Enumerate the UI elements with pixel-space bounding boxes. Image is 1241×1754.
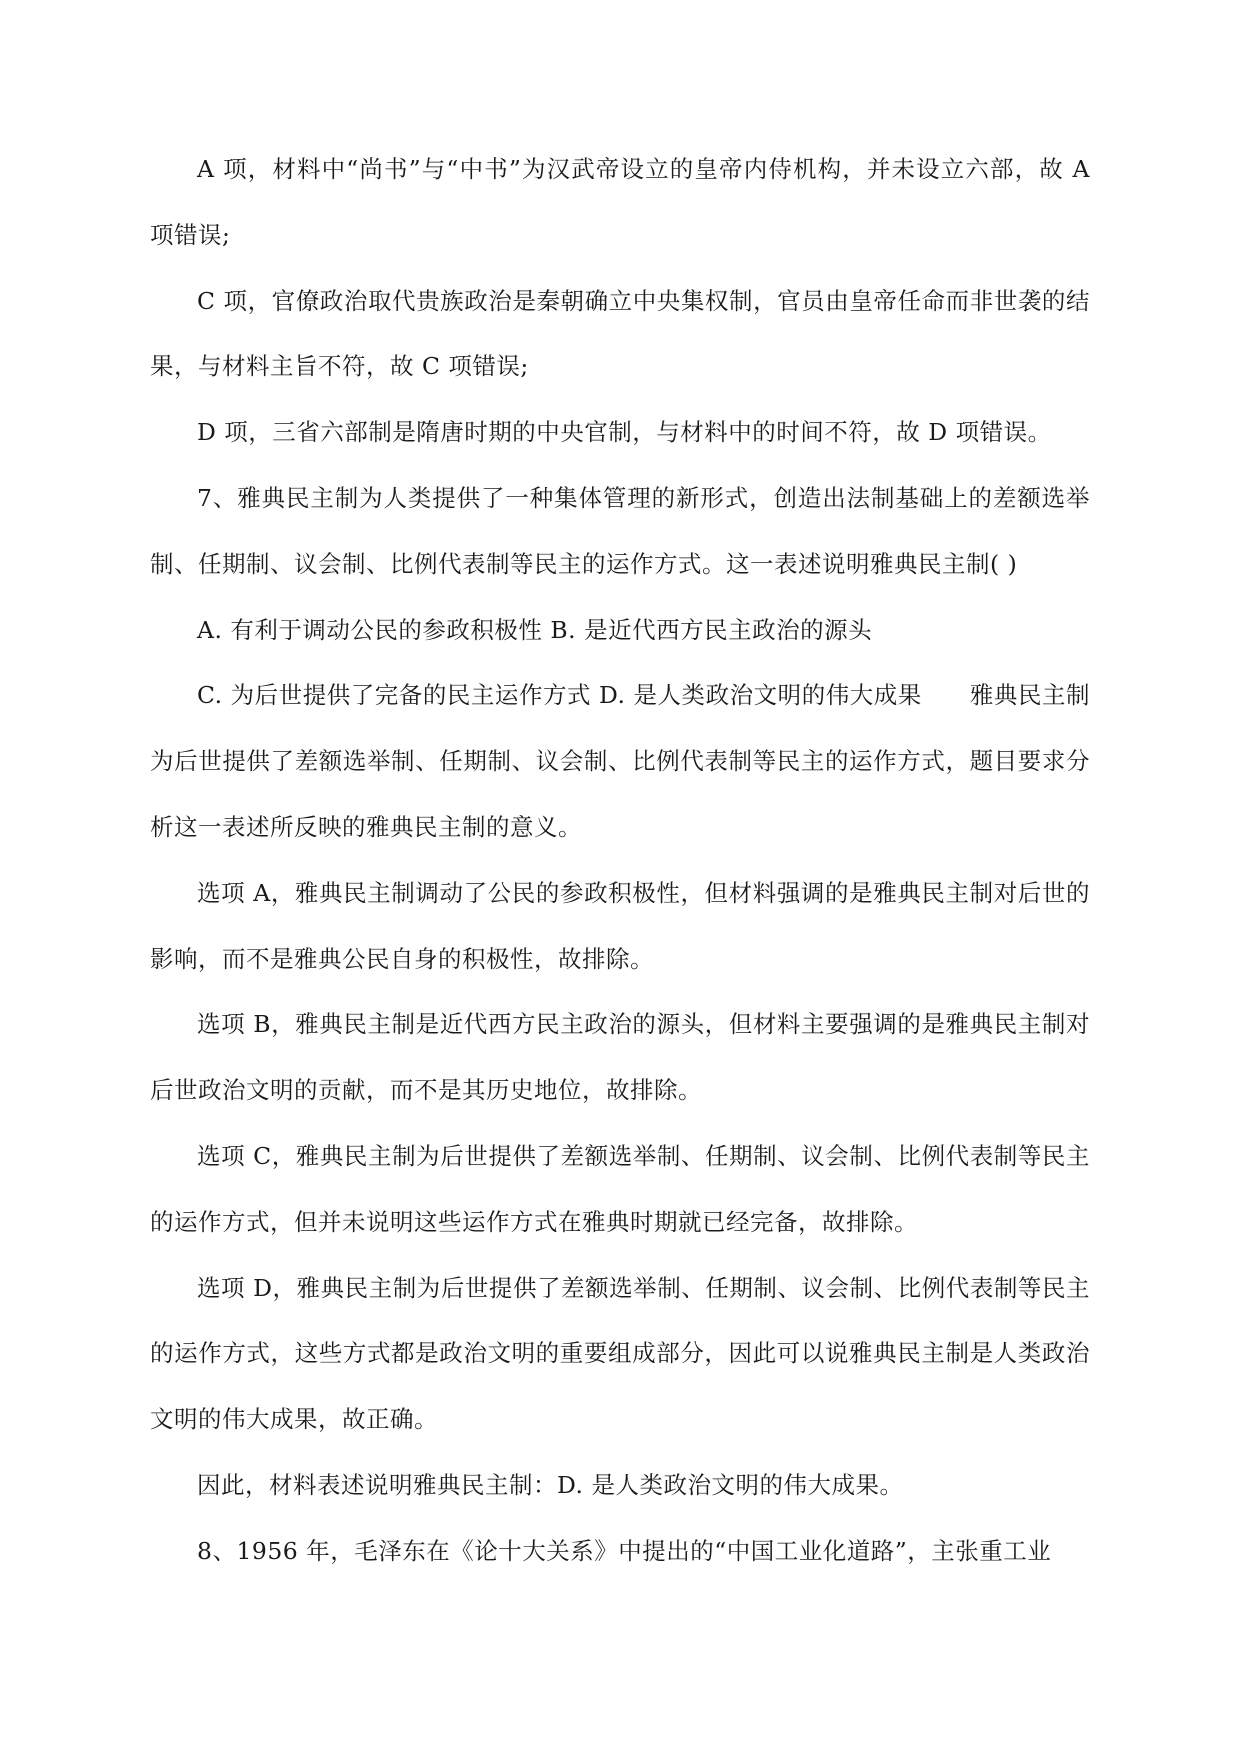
question-7-option-d-explanation: 选项 D，雅典民主制为后世提供了差额选举制、任期制、议会制、比例代表制等民主的运作方式，这些方式都是政治文明的重要组成部分，因此可以说雅典民主制是人类政治文明的伟大成果，故正确。: [150, 1273, 1090, 1434]
document-body: [150, 137, 1090, 1585]
paragraph-option-d-analysis: D 项，三省六部制是隋唐时期的中央官制，与材料中的时间不符，故 D 项错误。: [197, 418, 1052, 447]
question-7-option-a-explanation: 选项 A，雅典民主制调动了公民的参政积极性，但材料强调的是雅典民主制对后世的影响，而不是雅典公民自身的积极性，故排除。: [150, 878, 1090, 973]
question-7-option-b-explanation: 选项 B，雅典民主制是近代西方民主政治的源头，但材料主要强调的是雅典民主制对后世政治文明的贡献，而不是其历史地位，故排除。: [150, 1010, 1090, 1105]
question-7-options-ab: A. 有利于调动公民的参政积极性 B. 是近代西方民主政治的源头: [197, 615, 873, 644]
question-8-stem: 8、1956 年，毛泽东在《论十大关系》中提出的“中国工业化道路”，主张重工业: [197, 1536, 1052, 1565]
question-7-conclusion: 因此，材料表述说明雅典民主制：D. 是人类政治文明的伟大成果。: [197, 1470, 904, 1499]
question-7-options-cd-analysis: C. 为后世提供了完备的民主运作方式 D. 是人类政治文明的伟大成果 雅典民主制为后世提供了差额选举制、任期制、议会制、比例代表制等民主的运作方式，题目要求分析这一表述所反映的雅典民主制的意义。: [150, 681, 1090, 841]
paragraph-option-a-analysis: A 项，材料中“尚书”与“中书”为汉武帝设立的皇帝内侍机构，并未设立六部，故 A 项错误;: [150, 155, 1090, 249]
paragraph-option-c-analysis: C 项，官僚政治取代贵族政治是秦朝确立中央集权制，官员由皇帝任命而非世袭的结果，与材料主旨不符，故 C 项错误;: [150, 286, 1090, 381]
question-7-option-c-explanation: 选项 C，雅典民主制为后世提供了差额选举制、任期制、议会制、比例代表制等民主的运作方式，但并未说明这些运作方式在雅典时期就已经完备，故排除。: [150, 1141, 1090, 1236]
question-7-stem: 7、雅典民主制为人类提供了一种集体管理的新形式，创造出法制基础上的差额选举制、任期制、议会制、比例代表制等民主的运作方式。这一表述说明雅典民主制( ): [150, 483, 1090, 578]
